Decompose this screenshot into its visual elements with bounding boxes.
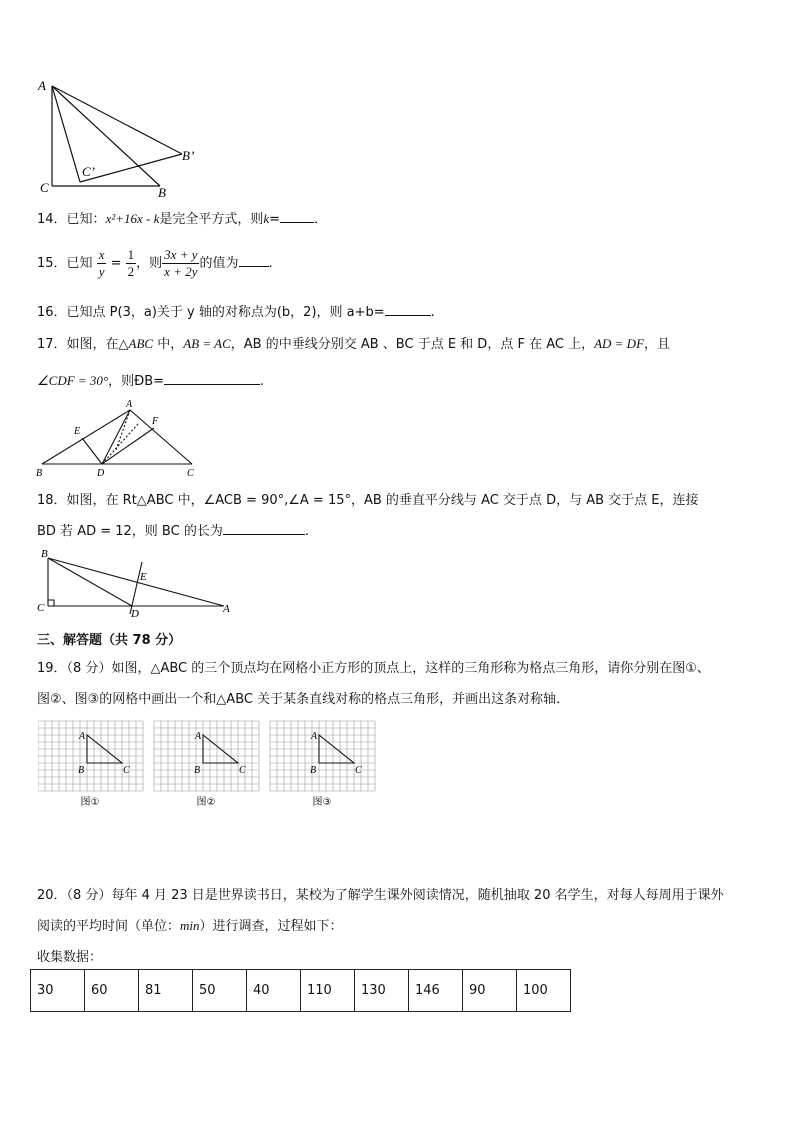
frac-num: 3x + y (164, 247, 198, 262)
question-16 (37, 301, 435, 320)
frac-den: 2 (127, 264, 135, 279)
frac-num: 1 (127, 247, 135, 262)
label-Bp: B’ (182, 148, 195, 163)
q14-mid: 是完全平方式，则 (159, 212, 264, 227)
q17-end: . (260, 374, 265, 389)
label-D: D (97, 468, 105, 479)
grid-figure (38, 721, 143, 808)
q15-post: 的值为 (199, 256, 239, 271)
grid-figure (270, 721, 375, 808)
q14-number: 14． (37, 212, 67, 227)
fraction-one-half (126, 247, 137, 280)
label-E: E (140, 571, 147, 583)
table-row (31, 970, 571, 1012)
section-heading: 三、解答题（共 78 分） (37, 633, 182, 648)
label-B: B (310, 765, 317, 776)
q17-text: ，则ÐB= (108, 374, 165, 389)
table-cell: 81 (139, 970, 193, 1012)
q17-text: ，且 (644, 337, 671, 352)
table-cell: 40 (247, 970, 301, 1012)
answer-blank[interactable] (385, 303, 431, 316)
q17-text: ，AB 的中垂线分别交 AB 、BC 于点 E 和 D，点 F 在 AC 上， (230, 337, 595, 352)
grid-caption: 图① (80, 797, 100, 808)
label-A: A (311, 731, 318, 742)
question-20-line2 (37, 915, 343, 934)
label-A: A (126, 399, 133, 410)
q18-end: . (304, 524, 309, 539)
q17-text: 中， (153, 337, 184, 352)
frac-den: x + 2y (164, 264, 198, 279)
table-cell: 60 (85, 970, 139, 1012)
answer-blank[interactable] (239, 254, 269, 267)
q20-text: 阅读的平均时间（单位： (37, 919, 181, 934)
label-A: A (195, 731, 202, 742)
grid-figure (154, 721, 259, 808)
grid-caption: 图② (196, 797, 216, 808)
q17-ab-ac: AB = AC (183, 336, 231, 351)
grid-caption: 图③ (312, 797, 332, 808)
question-20-line1: 20．（8 分）每年 4 月 23 日是世界读书日，某校为了解学生课外阅读情况，随机抽取 20 名学生，对每人每周用于课外 (37, 888, 724, 903)
label-C: C (123, 765, 130, 776)
label-B: B (41, 548, 48, 560)
table-cell: 146 (409, 970, 463, 1012)
q18-text: 18．如图，在 Rt△ABC 中，∠ACB = 90°,∠A = 15°，AB 的垂直平分线与 AC 交于点 D，与 AB 交于点 E，连接 (37, 493, 699, 508)
q20-unit: min (180, 918, 200, 933)
table-cell: 30 (31, 970, 85, 1012)
question-15 (37, 244, 273, 284)
grid-figures (38, 719, 388, 815)
question-18-line2 (37, 520, 309, 539)
label-B: B (78, 765, 85, 776)
label-C: C (187, 468, 194, 479)
label-A: A (38, 78, 46, 93)
question-19-line1: 19．（8 分）如图，△ABC 的三个顶点均在网格小正方形的顶点上，这样的三角形称为格点三角形，请你分别在图①、 (37, 661, 710, 676)
q16-end: . (430, 305, 435, 320)
q15-number: 15． (37, 256, 67, 271)
q15-mid: ，则 (136, 256, 163, 271)
frac-den: y (98, 264, 105, 279)
q14-pre: 已知： (66, 212, 106, 227)
question-17-line2 (37, 370, 264, 389)
q16-text: 16．已知点 P(3，a)关于 y 轴的对称点为(b，2)，则 a+b= (37, 305, 385, 320)
q15-eq: = (106, 256, 126, 271)
answer-blank[interactable] (223, 522, 305, 535)
table-cell: 100 (517, 970, 571, 1012)
label-C: C (239, 765, 246, 776)
label-B: B (36, 468, 43, 479)
table-cell: 90 (463, 970, 517, 1012)
q20-text: ）进行调查，过程如下： (199, 919, 343, 934)
answer-blank[interactable] (280, 210, 314, 223)
label-A: A (79, 731, 86, 742)
label-A: A (223, 603, 230, 615)
q17-ad-df: AD = DF (594, 336, 645, 351)
q15-pre: 已知 (66, 256, 93, 271)
label-C: C (355, 765, 362, 776)
q18-text: BD 若 AD = 12，则 BC 的长为 (37, 524, 223, 539)
collect-label: 收集数据： (37, 950, 103, 965)
figure-q17 (34, 398, 204, 480)
data-table (30, 969, 571, 1012)
label-B: B (194, 765, 201, 776)
fraction-expression (162, 247, 199, 280)
q17-angle: ∠CDF = 30° (37, 373, 109, 388)
label-C: C (40, 180, 49, 195)
label-C: C (37, 602, 45, 614)
question-14 (37, 208, 327, 227)
question-17-line1 (37, 333, 670, 352)
table-cell: 50 (193, 970, 247, 1012)
label-F: F (152, 416, 159, 427)
frac-num: x (98, 247, 105, 262)
q17-text: 17．如图，在△ (37, 337, 129, 352)
q14-eq: = (269, 212, 281, 227)
figure-q18 (34, 546, 244, 618)
grid-figures-svg (38, 719, 388, 811)
question-18-line1 (37, 489, 699, 508)
q17-abc: ABC (128, 336, 154, 351)
label-Cp: C’ (82, 164, 95, 179)
q14-end: ． (314, 212, 328, 227)
table-cell: 130 (355, 970, 409, 1012)
figure-q13 (36, 78, 216, 198)
q14-var: k (263, 211, 270, 226)
q15-end: . (268, 256, 273, 271)
q14-expression: x²+16x - k (105, 211, 160, 226)
label-D: D (131, 608, 139, 618)
answer-blank[interactable] (164, 372, 260, 385)
label-B: B (158, 185, 166, 198)
label-E: E (74, 426, 81, 437)
question-19-line2: 图②、图③的网格中画出一个和△ABC 关于某条直线对称的格点三角形，并画出这条对称轴． (37, 692, 570, 707)
table-cell: 110 (301, 970, 355, 1012)
